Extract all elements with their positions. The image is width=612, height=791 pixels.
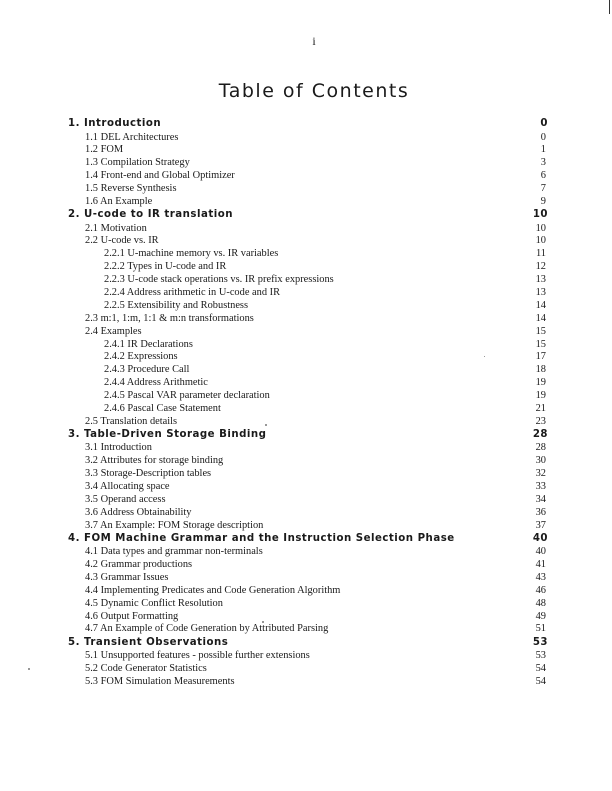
toc-entry-page: 40	[532, 532, 548, 544]
toc-entry-page: 0	[540, 131, 546, 143]
toc-entry-page: 32	[535, 468, 546, 480]
toc-entry-label: 2.2.5 Extensibility and Robustness	[104, 299, 249, 311]
toc-entry-page: 10	[535, 222, 546, 234]
toc-entry-label: 4.3 Grammar Issues	[85, 571, 169, 583]
toc-entry	[0, 610, 612, 623]
toc-entry-label: 4.7 An Example of Code Generation by Attributed Parsing	[85, 623, 329, 635]
toc-entry	[0, 454, 612, 467]
toc-entry-page: 49	[535, 610, 546, 622]
toc-entry-page: 40	[535, 546, 546, 558]
toc-entry-label: 1. Introduction	[68, 118, 162, 130]
toc-entry-label: 2.4.1 IR Declarations	[104, 338, 193, 350]
toc-entry	[0, 143, 612, 156]
toc-entry-label: 2.3 m:1, 1:m, 1:1 & m:n transformations	[85, 312, 254, 324]
toc-section-entry	[0, 636, 612, 649]
toc-entry	[0, 273, 612, 286]
toc-entry-page: 37	[535, 519, 546, 531]
toc-entry-label: 5.3 FOM Simulation Measurements	[85, 675, 235, 687]
toc-entry-label: 3.1 Introduction	[85, 442, 152, 454]
toc-entry-page: 17	[535, 351, 546, 363]
toc-entry	[0, 260, 612, 273]
toc-entry-label: 1.2 FOM	[85, 144, 124, 156]
toc-entry-page: 9	[540, 196, 546, 208]
toc-entry-label: 3.7 An Example: FOM Storage description	[85, 519, 264, 531]
toc-entry-label: 2.5 Translation details	[85, 415, 178, 427]
toc-entry	[0, 597, 612, 610]
toc-entry-label: 2.4.3 Procedure Call	[104, 364, 190, 376]
toc-entry-label: 2.4.4 Address Arithmetic	[104, 377, 208, 389]
toc-entry-page: 41	[535, 559, 546, 571]
toc-entry-label: 5.1 Unsupported features - possible further extensions	[85, 649, 310, 661]
toc-entry-label: 2. U-code to IR translation	[68, 209, 233, 221]
toc-entry-page: 13	[535, 286, 546, 298]
toc-entry-label: 1.5 Reverse Synthesis	[85, 183, 177, 195]
toc-entry	[0, 222, 612, 235]
toc-entry	[0, 234, 612, 247]
toc-entry-label: 1.6 An Example	[85, 196, 153, 208]
toc-entry	[0, 571, 612, 584]
toc-entry-label: 3.3 Storage-Description tables	[85, 468, 212, 480]
toc-entry-page: 15	[535, 325, 546, 337]
toc-entry-page: 46	[535, 584, 546, 596]
toc-section-entry	[0, 117, 612, 130]
toc-entry-label: 2.1 Motivation	[85, 222, 147, 234]
toc-entry-page: 7	[540, 183, 546, 195]
table-of-contents	[0, 117, 612, 688]
toc-entry	[0, 675, 612, 688]
toc-entry-label: 4. FOM Machine Grammar and the Instruction Selection Phase	[68, 532, 455, 544]
toc-entry-label: 3. Table-Driven Storage Binding	[68, 428, 267, 440]
toc-entry	[0, 195, 612, 208]
toc-entry	[0, 441, 612, 454]
toc-entry-label: 3.6 Address Obtainability	[85, 506, 192, 518]
toc-entry-page: 6	[540, 170, 546, 182]
toc-entry-label: 4.6 Output Formatting	[85, 610, 179, 622]
toc-entry-label: 4.4 Implementing Predicates and Code Generation Algorithm	[85, 584, 341, 596]
toc-entry-page: 10	[535, 235, 546, 247]
toc-entry-page: 11	[535, 248, 546, 260]
toc-entry-label: 4.5 Dynamic Conflict Resolution	[85, 597, 223, 609]
toc-entry	[0, 325, 612, 338]
toc-entry-label: 2.2.4 Address arithmetic in U-code and IR	[104, 286, 281, 298]
toc-entry-page: 43	[535, 571, 546, 583]
toc-entry-page: 3	[540, 157, 546, 169]
toc-entry-label: 1.4 Front-end and Global Optimizer	[85, 170, 235, 182]
toc-entry-label: 2.4.2 Expressions	[104, 351, 178, 363]
toc-entry	[0, 247, 612, 260]
toc-entry-label: 3.4 Allocating space	[85, 481, 170, 492]
toc-entry-label: 2.4.5 Pascal VAR parameter declaration	[104, 390, 270, 402]
toc-entry	[0, 415, 612, 428]
toc-entry-page: 14	[535, 299, 546, 311]
scan-edge-mark	[609, 0, 610, 14]
toc-section-entry	[0, 208, 612, 221]
toc-entry	[0, 558, 612, 571]
toc-entry-page: 0	[540, 118, 548, 130]
toc-entry-label: 2.2.3 U-code stack operations vs. IR prefix expressions	[104, 274, 334, 286]
toc-entry	[0, 286, 612, 299]
toc-entry	[0, 467, 612, 480]
toc-entry-page: 34	[535, 493, 546, 505]
toc-entry-label: 1.1 DEL Architectures	[85, 131, 179, 143]
toc-entry	[0, 649, 612, 662]
toc-entry-label: 4.2 Grammar productions	[85, 559, 193, 571]
toc-entry-page: 53	[535, 649, 546, 661]
toc-entry-page: 15	[535, 338, 546, 350]
toc-entry-label: 1.3 Compilation Strategy	[85, 157, 190, 169]
toc-entry	[0, 363, 612, 376]
toc-entry	[0, 156, 612, 169]
toc-entry-page: 13	[535, 274, 546, 286]
page-title: Table of Contents	[218, 80, 410, 102]
toc-entry-label: 2.4.6 Pascal Case Statement	[104, 402, 221, 414]
toc-entry-page: 48	[535, 597, 546, 609]
toc-entry	[0, 299, 612, 312]
toc-entry-page: 54	[535, 675, 546, 687]
toc-entry-label: 2.2.2 Types in U-code and IR	[104, 261, 227, 273]
toc-entry	[0, 182, 612, 195]
toc-entry-page: 33	[535, 481, 546, 492]
toc-entry	[0, 493, 612, 506]
toc-entry-label: 5. Transient Observations	[68, 636, 229, 648]
toc-entry	[0, 169, 612, 182]
toc-entry-label: 5.2 Code Generator Statistics	[85, 662, 207, 674]
toc-entry	[0, 584, 612, 597]
toc-entry-page: 36	[535, 506, 546, 518]
toc-section-entry	[0, 532, 612, 545]
toc-entry	[0, 662, 612, 675]
toc-entry-page: 12	[535, 261, 546, 273]
toc-entry-page: 54	[535, 662, 546, 674]
toc-entry	[0, 338, 612, 351]
toc-entry	[0, 131, 612, 144]
toc-entry-page: 53	[532, 636, 548, 648]
toc-entry-page: 51	[535, 623, 546, 635]
toc-entry	[0, 519, 612, 532]
toc-entry	[0, 376, 612, 389]
toc-entry-page: 19	[535, 390, 546, 402]
toc-entry-label: 2.2 U-code vs. IR	[85, 235, 159, 247]
toc-entry	[0, 545, 612, 558]
toc-entry-label: 3.2 Attributes for storage binding	[85, 455, 224, 467]
toc-entry-page: 21	[535, 402, 546, 414]
toc-entry-page: 19	[535, 377, 546, 389]
toc-entry-page: 10	[532, 209, 548, 221]
toc-entry-page: 30	[535, 455, 546, 467]
toc-entry-page: 1	[540, 144, 546, 156]
toc-entry	[0, 389, 612, 402]
toc-entry-label: 2.2.1 U-machine memory vs. IR variables	[104, 248, 279, 260]
toc-entry	[0, 312, 612, 325]
toc-entry	[0, 506, 612, 519]
toc-entry-label: 2.4 Examples	[85, 325, 142, 337]
toc-entry	[0, 622, 612, 635]
toc-entry	[0, 480, 612, 493]
toc-entry-page: 28	[532, 428, 548, 440]
toc-entry-page: 23	[535, 415, 546, 427]
page-number: i	[312, 34, 316, 48]
toc-entry-page: 14	[535, 312, 546, 324]
toc-entry-page: 28	[535, 442, 546, 454]
toc-entry-page: 18	[535, 364, 546, 376]
toc-section-entry	[0, 428, 612, 441]
toc-entry-label: 4.1 Data types and grammar non-terminals	[85, 546, 263, 558]
toc-entry	[0, 350, 612, 363]
toc-entry-label: 3.5 Operand access	[85, 493, 166, 505]
toc-entry	[0, 402, 612, 415]
